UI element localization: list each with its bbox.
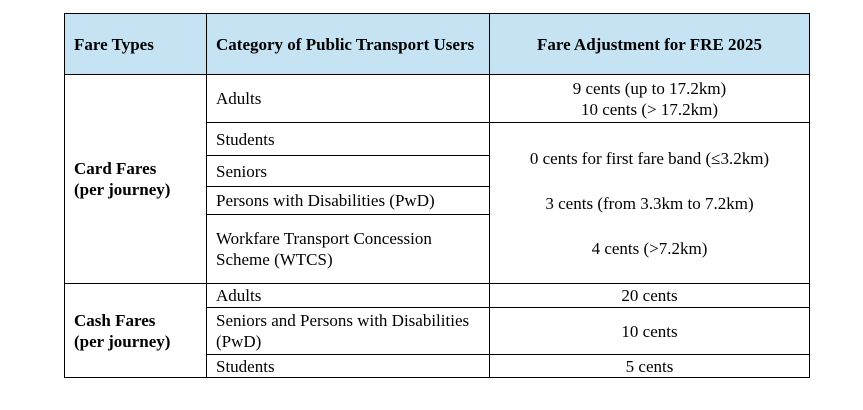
category-cash-adults: Adults [207,284,490,308]
category-card-wtcs: Workfare Transport Concession Scheme (WTCS) [207,215,490,284]
adjustment-concession-line2: 3 cents (from 3.3km to 7.2km) [545,193,754,213]
adjustment-concession-line3: 4 cents (>7.2km) [591,238,708,258]
adjustment-card-adults [490,75,810,123]
fare-adjustment-table [64,13,810,378]
header-row [65,14,810,75]
adjustment-card-concession [490,123,810,284]
adjustment-cash-adults: 20 cents [490,284,810,308]
category-card-students: Students [207,123,490,156]
adjustment-card-adults-line2: 10 cents (> 17.2km) [580,99,719,119]
card-fares-per-journey: (per journey) [74,180,171,199]
category-card-pwd: Persons with Disabilities (PwD) [207,187,490,215]
adjustment-cash-seniors-pwd: 10 cents [490,308,810,355]
table-row [65,75,810,123]
cash-fares-type-cell [65,284,207,378]
table-row [65,284,810,308]
category-card-adults: Adults [207,75,490,123]
adjustment-concession-line1: 0 cents for first fare band (≤3.2km) [529,148,770,168]
category-card-seniors: Seniors [207,156,490,187]
adjustment-cash-students: 5 cents [490,355,810,378]
header-fare-types: Fare Types [65,14,207,75]
header-category: Category of Public Transport Users [207,14,490,75]
category-cash-students: Students [207,355,490,378]
header-fare-adjustment: Fare Adjustment for FRE 2025 [490,14,810,75]
cash-fares-per-journey: (per journey) [74,331,171,351]
card-fares-type-cell [65,75,207,284]
cash-fares-label: Cash Fares [74,310,156,330]
card-fares-label: Card Fares [74,159,157,178]
category-cash-seniors-pwd: Seniors and Persons with Disabilities (PwD) [207,308,490,355]
adjustment-card-adults-line1: 9 cents (up to 17.2km) [572,78,727,98]
